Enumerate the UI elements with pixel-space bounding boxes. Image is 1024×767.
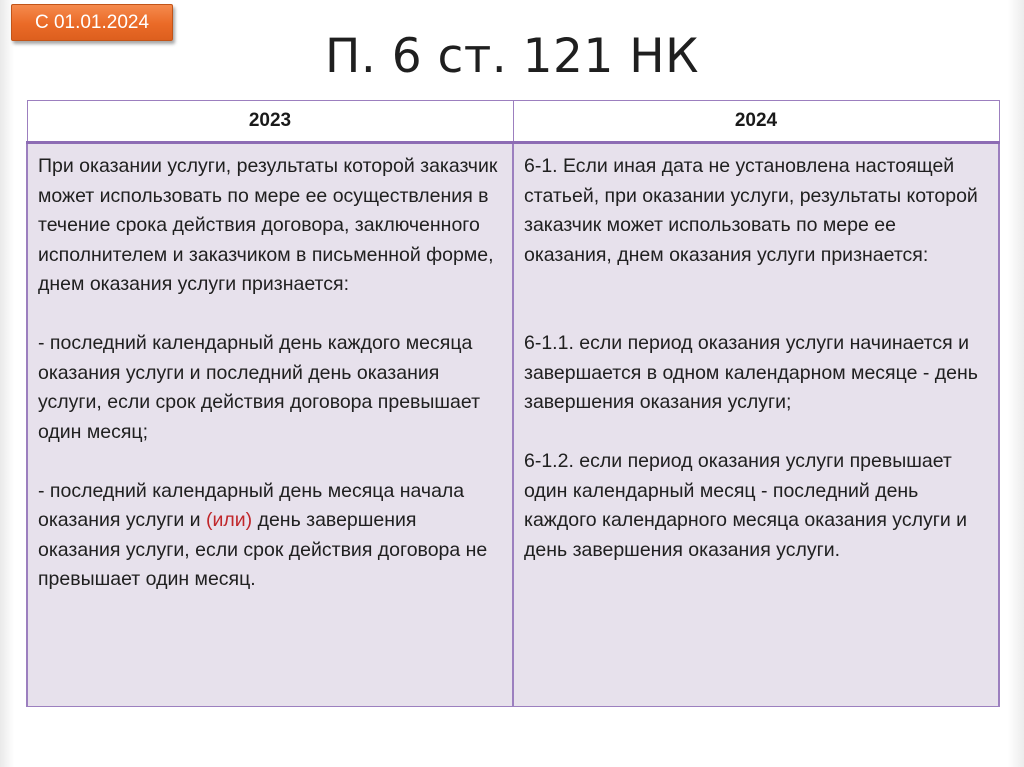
- rule-2023-item-1: - последний календарный день каждого месяца оказания услуги и последний день оказания услуги, если срок действия договора превышает один месяц;: [38, 332, 481, 443]
- rule-2024-intro: 6-1. Если иная дата не установлена настоящей статьей, при оказании услуги, результаты которой заказчик может использовать по мере ее оказания, днем оказания услуги признается:: [524, 155, 978, 266]
- cell-2023: [27, 143, 513, 707]
- comparison-table: [26, 100, 1000, 707]
- rule-2023-item-2: [38, 477, 502, 595]
- rule-2023-item-2-end: день завершения оказания услуги, если срок действия договора не превышает один месяц.: [38, 509, 488, 590]
- table-header-row: [27, 101, 999, 143]
- header-2024: 2024: [513, 101, 999, 143]
- rule-2024-item-1: 6-1.1. если период оказания услуги начинается и завершается в одном календарном месяце - день завершения оказания услуги;: [524, 332, 978, 413]
- rule-2023-intro: При оказании услуги, результаты которой заказчик может использовать по мере ее осуществления в течение срока действия договора, заключенного исполнителем и заказчиком в письменной форме, днем оказания услуги признается:: [38, 155, 498, 295]
- date-badge: С 01.01.2024: [11, 4, 173, 41]
- highlight-ili: (или): [206, 509, 253, 531]
- table-row: [27, 143, 999, 707]
- rule-2024-item-2: 6-1.2. если период оказания услуги превышает один календарный месяц - последний день каждого календарного месяца оказания услуги и день завершения оказания услуги.: [524, 450, 968, 561]
- slide-title: П. 6 ст. 121 НК: [324, 29, 700, 84]
- cell-2024: [513, 143, 999, 707]
- rule-2023-item-2-start: - последний календарный день месяца начала оказания услуги и: [38, 479, 465, 531]
- header-2023: 2023: [27, 101, 513, 143]
